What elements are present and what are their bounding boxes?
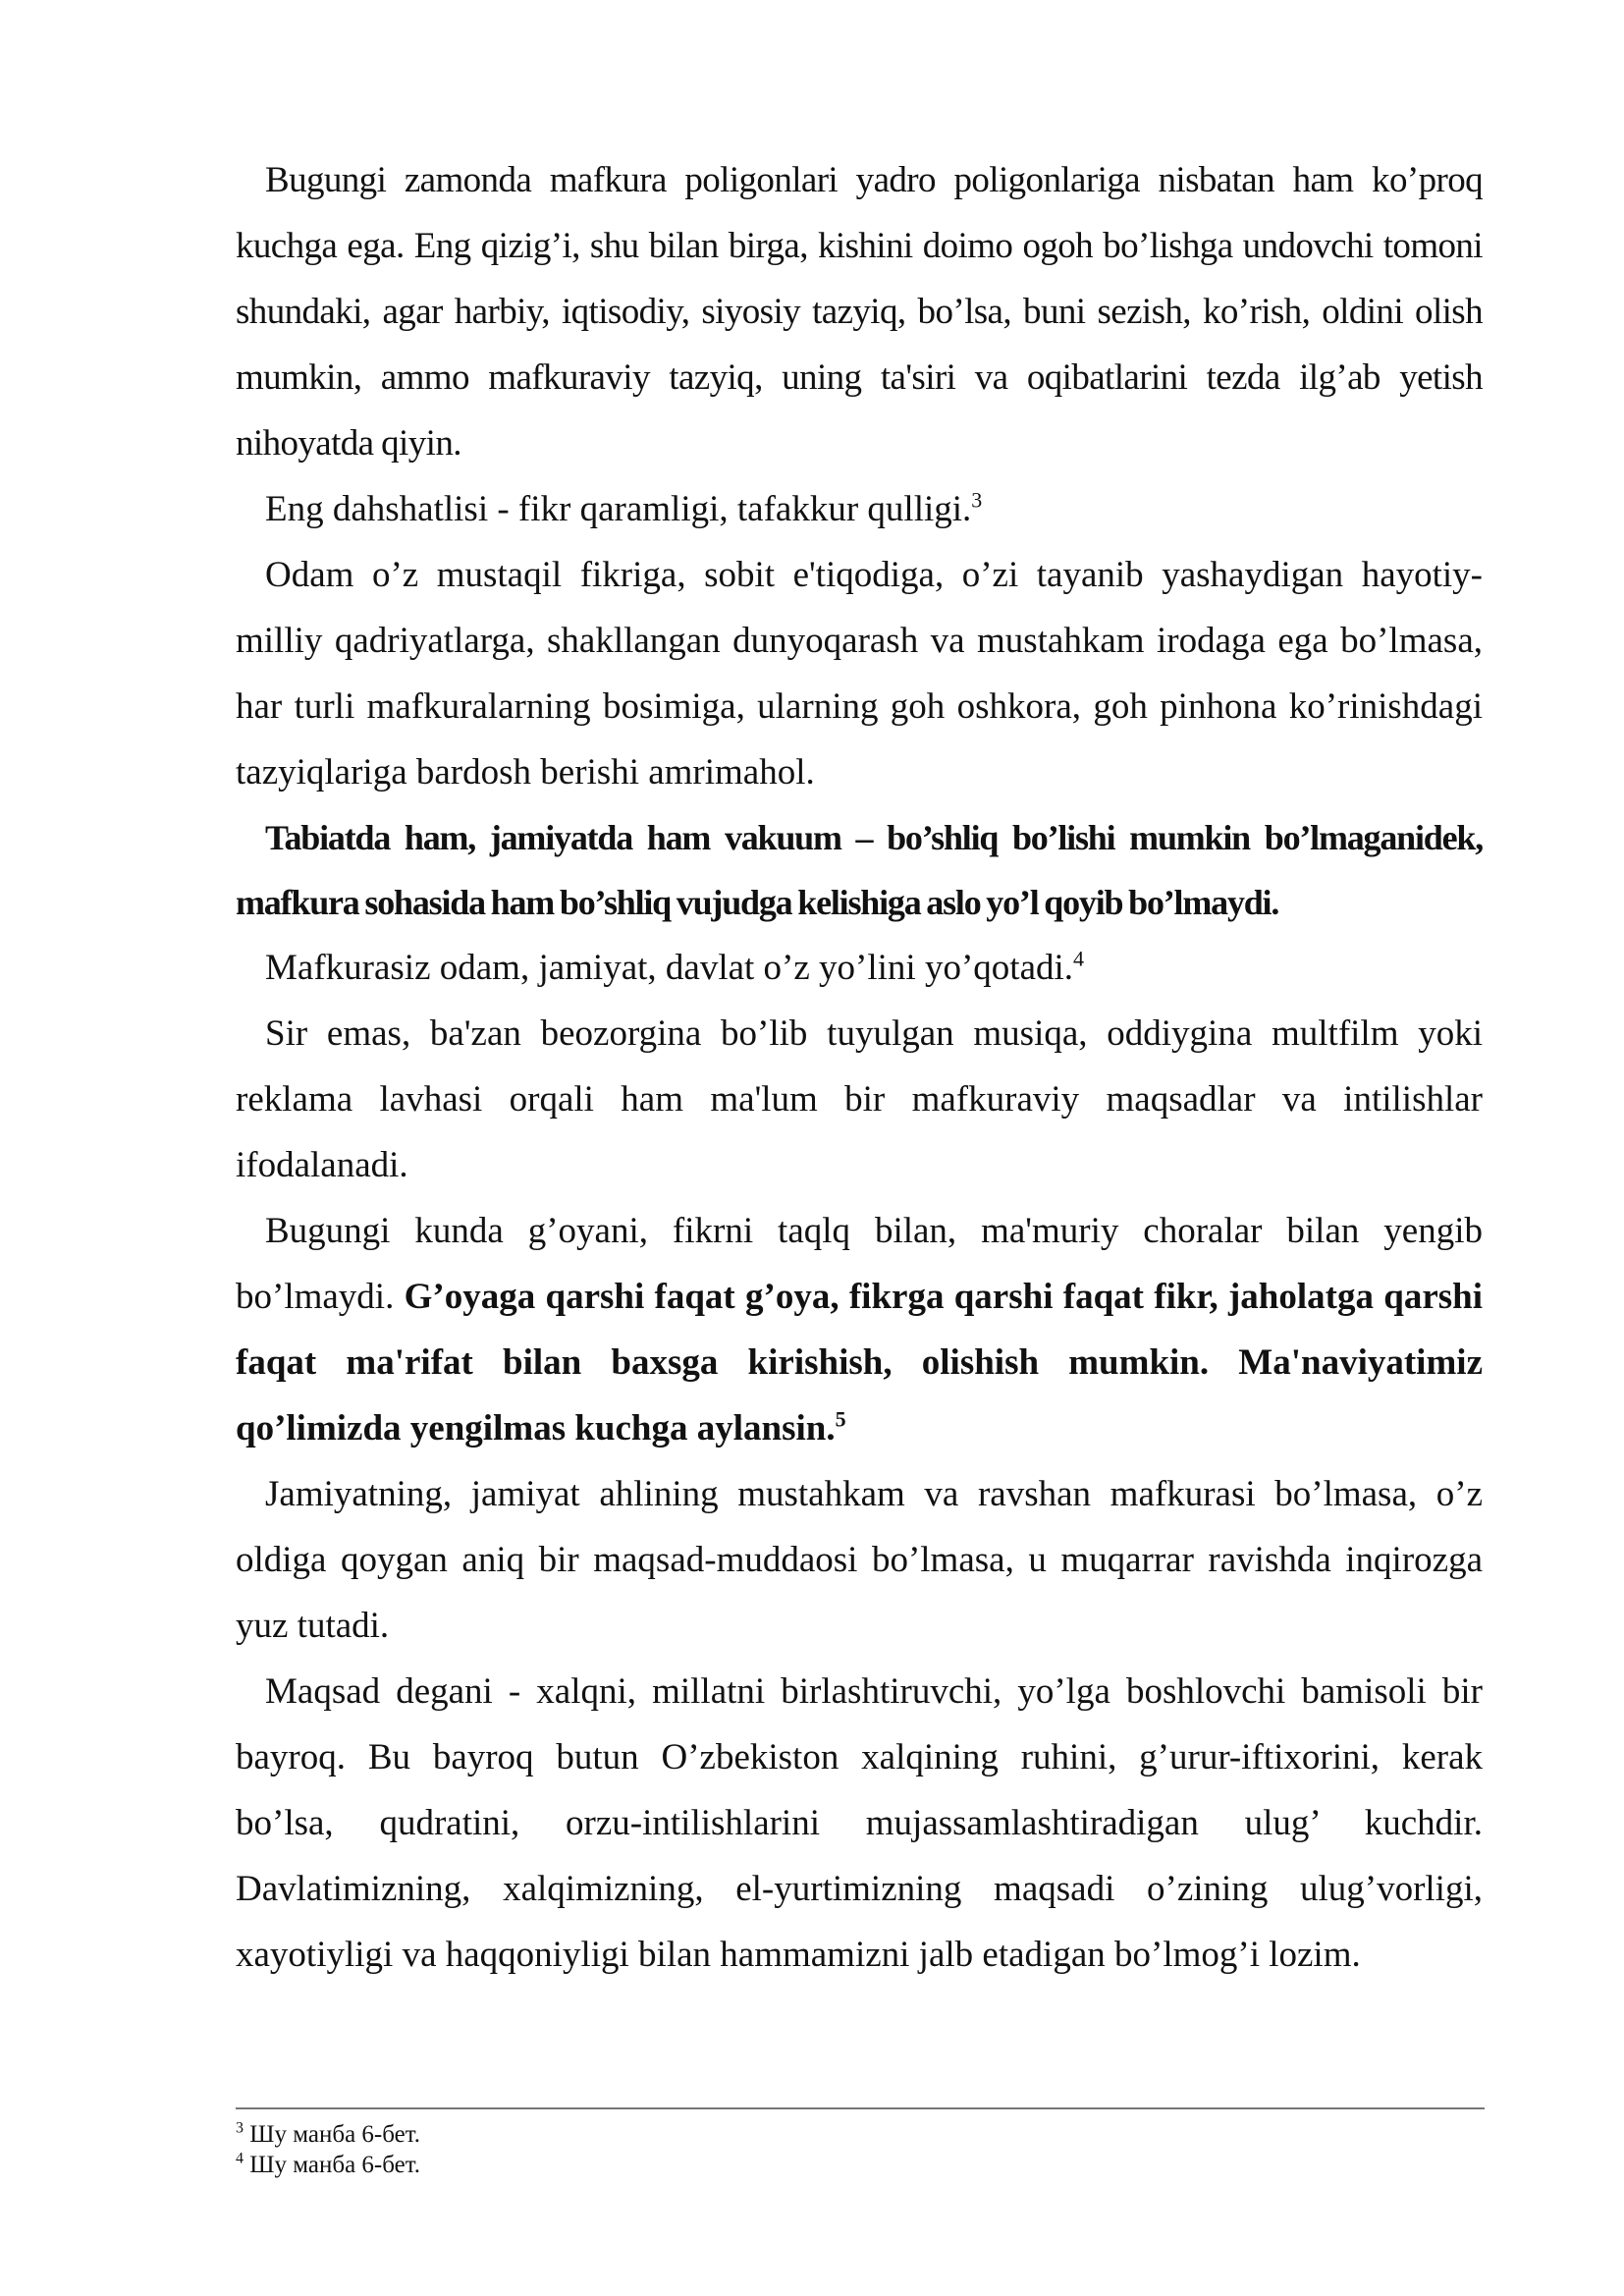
paragraph-4-bold: Tabiatda ham, jamiyatda ham vakuum – bo’shliq bo’lishi mumkin bo’lmaganidek, mafkura sohasida ham bo’shliq vujudga kelishiga aslo yo’l qoyib bo’lmaydi. [236, 818, 1483, 922]
paragraph-8: Jamiyatning, jamiyat ahlining mustahkam va ravshan mafkurasi bo’lmasa, o’z oldiga qoygan aniq bir maqsad-muddaosi bo’lmasa, u muqarrar ravishda inqirozga yuz tutadi. [236, 1474, 1483, 1646]
document-body [236, 147, 1483, 1988]
footnote-separator [236, 2107, 1485, 2109]
paragraph-1: Bugungi zamonda mafkura poligonlari yadro poligonlariga nisbatan ham ko’proq kuchga ega. Eng qizig’i, shu bilan birga, kishini doimo ogoh bo’lishga undovchi tomoni shundaki, agar harbiy, iqtisodiy, siyosiy tazyiq, bo’lsa, buni sezish, ko’rish, oldini olish mumkin, ammo mafkuraviy tazyiq, uning ta'siri va oqibatlarini tezda ilg’ab yetish nihoyatda qiyin. [236, 160, 1483, 464]
paragraph-5-text: Mafkurasiz odam, jamiyat, davlat o’z yo’lini yo’qotadi. [265, 948, 1074, 988]
paragraph-2 [236, 476, 1483, 542]
paragraph-2-text: Eng dahshatlisi - fikr qaramligi, tafakkur qulligi. [265, 489, 972, 529]
footnote-ref-3: 3 [971, 487, 983, 513]
footnote-text: Шу манба 6-бет. [249, 2121, 421, 2148]
footnote-number: 4 [236, 2150, 244, 2167]
paragraph-7-plain: Bugungi kunda g’oyani, fikrni taqlq bilan, ma'muriy choralar bilan yengib bo’lmaydi. [236, 1211, 1483, 1317]
footnote-3 [236, 2119, 1483, 2150]
footnote-ref-5: 5 [835, 1406, 846, 1432]
paragraph-5 [236, 935, 1483, 1001]
footnote-4 [236, 2150, 1483, 2180]
paragraph-3: Odam o’z mustaqil fikriga, sobit e'tiqodiga, o’zi tayanib yashaydigan hayotiy-milliy qadriyatlarga, shakllangan dunyoqarash va mustahkam irodaga ega bo’lmasa, har turli mafkuralarning bosimiga, ularning goh oshkora, goh pinhona ko’rinishdagi tazyiqlariga bardosh berishi amrimahol. [236, 555, 1483, 793]
paragraph-7-bold: G’oyaga qarshi faqat g’oya, fikrga qarshi faqat fikr, jaholatga qarshi faqat ma'rifat bilan baxsga kirishish, olishish mumkin. Ma'naviyatimiz qo’limizda yengilmas kuchga aylansin. [236, 1277, 1484, 1449]
footnotes [236, 2119, 1483, 2180]
footnote-ref-4: 4 [1073, 946, 1085, 971]
footnote-text: Шу манба 6-бет. [249, 2152, 421, 2178]
footnote-number: 3 [236, 2119, 244, 2137]
paragraph-6: Sir emas, ba'zan beozorgina bo’lib tuyulgan musiqa, oddiygina multfilm yoki reklama lavhasi orqali ham ma'lum bir mafkuraviy maqsadlar va intilishlar ifodalanadi. [236, 1013, 1483, 1185]
paragraph-9: Maqsad degani - xalqni, millatni birlashtiruvchi, yo’lga boshlovchi bamisoli bir bayroq. Bu bayroq butun O’zbekiston xalqining ruhini, g’urur-iftixorini, kerak bo’lsa, qudratini, orzu-intilishlarini mujassamlashtiradigan ulug’ kuchdir. Davlatimizning, xalqimizning, el-yurtimizning maqsadi o’zining ulug’vorligi, xayotiyligi va haqqoniyligi bilan hammamizni jalb etadigan bo’lmog’i lozim. [236, 1671, 1483, 1975]
paragraph-7 [236, 1198, 1483, 1461]
